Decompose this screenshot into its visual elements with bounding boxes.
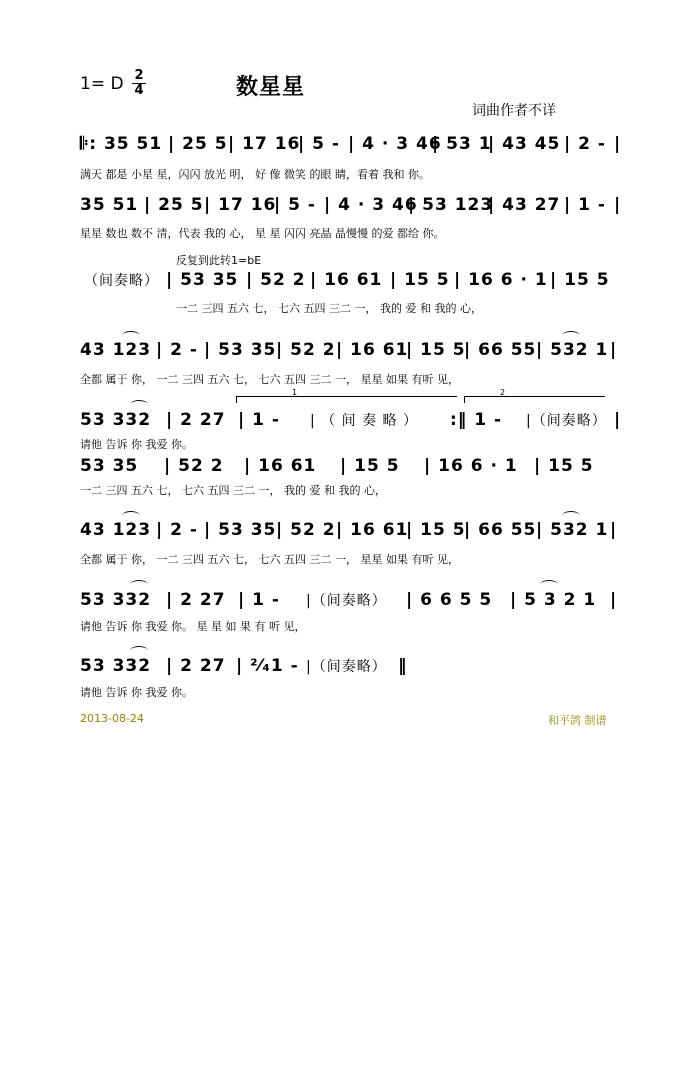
measure: 53 332 xyxy=(80,656,152,676)
measure: | 53 35 xyxy=(204,340,277,360)
measure: 35 51 xyxy=(80,195,139,215)
measure: | 2 27 xyxy=(166,590,226,610)
measure: | 5 - xyxy=(274,195,316,215)
measure: | 2 - xyxy=(156,340,198,360)
measure: | 1 - xyxy=(564,195,606,215)
measure: | 43 45 xyxy=(488,134,561,154)
measure: | 15 5 xyxy=(340,456,400,476)
transcriber-credit: 和平鸽 制谱 xyxy=(548,714,607,727)
measure: | 43 27 xyxy=(488,195,561,215)
score-line-3 xyxy=(80,270,620,290)
interlude-label: （间奏略） xyxy=(84,273,159,289)
measure: | 15 5 xyxy=(406,340,466,360)
measure: | 52 2 xyxy=(246,270,306,290)
measure: 43 123 xyxy=(80,340,152,360)
time-signature-top: 2 xyxy=(134,68,144,83)
interlude-label: |（间奏略） xyxy=(306,659,387,675)
measure: | 4 · 3 46 xyxy=(348,134,442,154)
barline: | xyxy=(610,590,618,610)
slur-mark xyxy=(562,331,580,340)
lyrics-line-1: 满天 都是 小星 星，闪闪 放光 明， 好 像 微笑 的眼 睛，看着 我和 你。 xyxy=(80,168,430,181)
measure: | 2 - xyxy=(156,520,198,540)
score-line-1 xyxy=(80,134,620,154)
measure: | 52 2 xyxy=(276,340,336,360)
key-signature: 1= D xyxy=(80,74,124,94)
measure: | 6 6 5 5 xyxy=(406,590,493,610)
measure: | 1 - xyxy=(238,410,280,430)
score-line-8 xyxy=(80,590,620,610)
interlude-label: |（间奏略） xyxy=(306,593,387,609)
slur-mark xyxy=(130,400,148,409)
measure: | 66 55 xyxy=(464,340,537,360)
score-line-9 xyxy=(80,656,620,676)
measure: | 25 5 xyxy=(144,195,204,215)
barline: | xyxy=(614,195,622,215)
song-title: 数星星 xyxy=(236,75,306,100)
barline: | xyxy=(614,134,622,154)
lyrics-line-5: 请他 告诉 你 我爱 你。 xyxy=(80,438,193,451)
measure: | 16 6 · 1 xyxy=(424,456,518,476)
score-line-7 xyxy=(80,520,620,540)
measure: | 25 5 xyxy=(168,134,228,154)
measure: | 53 35 xyxy=(204,520,277,540)
measure: | 5 - xyxy=(298,134,340,154)
score-line-2 xyxy=(80,195,620,215)
barline: | xyxy=(610,520,618,540)
measure: | 2 27 xyxy=(166,656,226,676)
lyrics-line-3: 一二 三四 五六 七， 七六 五四 三二 一， 我的 爱 和 我的 心， xyxy=(176,302,482,315)
measure: | 532 1 xyxy=(536,340,609,360)
measure: | 15 5 xyxy=(534,456,594,476)
score-line-4 xyxy=(80,340,620,360)
measure: | 16 6 · 1 xyxy=(454,270,548,290)
measure: | ²⁄₄1 - xyxy=(236,656,299,676)
measure: | 53 1 xyxy=(432,134,492,154)
credit-line: 词曲作者不详 xyxy=(472,103,556,119)
score-line-5 xyxy=(80,410,620,430)
volta-number-2: 2 xyxy=(500,388,506,397)
measure: | 52 2 xyxy=(164,456,224,476)
lyrics-line-7: 全都 属于 你， 一二 三四 五六 七， 七六 五四 三二 一， 星星 如果 有听 见， xyxy=(80,553,459,566)
measure: | 16 61 xyxy=(336,340,409,360)
measure: | 15 5 xyxy=(390,270,450,290)
slur-mark xyxy=(540,580,558,589)
volta-number-1: 1 xyxy=(292,388,298,397)
lyrics-line-2: 星星 数也 数不 清，代表 我的 心， 星 星 闪闪 亮晶 晶慢慢 的爱 都给 你。 xyxy=(80,227,445,240)
measure: | 15 5 xyxy=(406,520,466,540)
lyrics-line-6: 一二 三四 五六 七， 七六 五四 三二 一， 我的 爱 和 我的 心， xyxy=(80,484,386,497)
barline: | xyxy=(610,340,618,360)
measure: | 17 16 xyxy=(228,134,301,154)
time-signature-bottom: 4 xyxy=(134,83,144,98)
measure: | 2 - xyxy=(564,134,606,154)
score-line-6 xyxy=(80,456,620,476)
volta-bracket-2 xyxy=(464,396,605,403)
slur-mark xyxy=(130,646,148,655)
lyrics-line-4: 全都 属于 你， 一二 三四 五六 七， 七六 五四 三二 一， 星星 如果 有听 见， xyxy=(80,373,459,386)
measure: :‖ 1 - xyxy=(450,410,503,430)
interlude-label: | （ 间 奏 略 ） xyxy=(310,413,418,429)
time-signature xyxy=(132,70,146,97)
slur-mark xyxy=(562,511,580,520)
barline: | xyxy=(614,410,622,430)
measure: | 4 · 3 46 xyxy=(324,195,418,215)
measure: | 15 5 xyxy=(550,270,610,290)
measure: | 16 61 xyxy=(336,520,409,540)
lyrics-line-8: 请他 告诉 你 我爱 你。 星 星 如 果 有 听 见， xyxy=(80,620,306,633)
measure: | 17 16 xyxy=(204,195,277,215)
slur-mark xyxy=(122,511,140,520)
measure: 53 35 xyxy=(80,456,139,476)
measure: | 2 27 xyxy=(166,410,226,430)
measure: | 5 3 2 1 xyxy=(510,590,597,610)
measure: | 16 61 xyxy=(244,456,317,476)
slur-mark xyxy=(130,580,148,589)
measure: 53 332 xyxy=(80,590,152,610)
measure: | 52 2 xyxy=(276,520,336,540)
date-stamp: 2013-08-24 xyxy=(80,712,144,725)
slur-mark xyxy=(122,331,140,340)
measure: 43 123 xyxy=(80,520,152,540)
volta-bracket-1 xyxy=(236,396,457,403)
final-barline: ‖ xyxy=(398,656,408,676)
measure: | 16 61 xyxy=(310,270,383,290)
measure: 53 332 xyxy=(80,410,152,430)
measure: | 53 123 xyxy=(408,195,494,215)
interlude-label: |（间奏略） xyxy=(526,413,607,429)
lyrics-line-9: 请他 告诉 你 我爱 你。 xyxy=(80,686,193,699)
measure: | 1 - xyxy=(238,590,280,610)
measure: | 532 1 xyxy=(536,520,609,540)
repeat-note: 反复到此转1=bE xyxy=(176,254,262,267)
measure: | 66 55 xyxy=(464,520,537,540)
measure: | 53 35 xyxy=(166,270,239,290)
measure: 𝄆: 35 51 xyxy=(80,134,163,154)
